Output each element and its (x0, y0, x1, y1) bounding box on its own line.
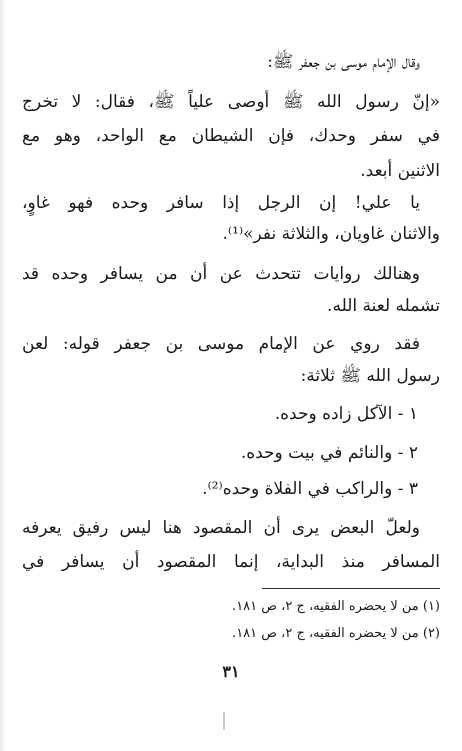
list-item-2: ٢ - والنائم في بيت وحده. (240, 443, 418, 463)
text-line-10: رسول الله ﷺ ثلاثة: (300, 366, 440, 386)
text-line-7: وهنالك روايات تتحدث عن أن من يسافر وحده قد (22, 264, 420, 284)
text-line-15: المسافر منذ البداية، إنما المقصود أن يسافر في (22, 552, 440, 572)
text-line-9: فقد روي عن الإمام موسى بن جعفر قوله: لعن (22, 334, 420, 354)
text-line-14: ولعلّ البعض يرى أن المقصود هنا ليس رفيق يعرفه (22, 518, 420, 538)
page-edge-shadow (0, 0, 6, 751)
footnote-1: (١) من لا يحضره الفقيه، ج ٢، ص ١٨١. (232, 599, 440, 614)
list-item-3: ٣ - والراكب في الفلاة وحده⁽²⁾. (202, 479, 418, 499)
list-item-1: ١ - الآكل زاده وحده. (274, 404, 418, 424)
page-number: ٣١ (222, 662, 240, 681)
footnote-2: (٢) من لا يحضره الفقيه، ج ٢، ص ١٨١. (232, 626, 440, 641)
text-line-3: في سفر وحدك، فإن الشيطان مع الواحد، وهو مع (22, 126, 440, 146)
binding-mark (223, 712, 225, 730)
text-line-5: يا علي! إن الرجل إذا سافر وحده فهو غاوٍ، (22, 193, 420, 213)
text-line-2: «إنّ رسول الله ﷺ أوصى علياً ﷺ، فقال: لا تخرج (22, 92, 440, 112)
text-line-4: الاثنين أبعد. (360, 161, 440, 181)
footnote-separator (262, 588, 440, 589)
text-line-8: تشمله لعنة الله. (327, 296, 440, 316)
text-line-6: والاثنان غاويان، والثلاثة نفر»⁽¹⁾. (222, 224, 440, 244)
text-line-1: وقال الإمام موسى بن جعفر ﷺ: (267, 52, 420, 72)
